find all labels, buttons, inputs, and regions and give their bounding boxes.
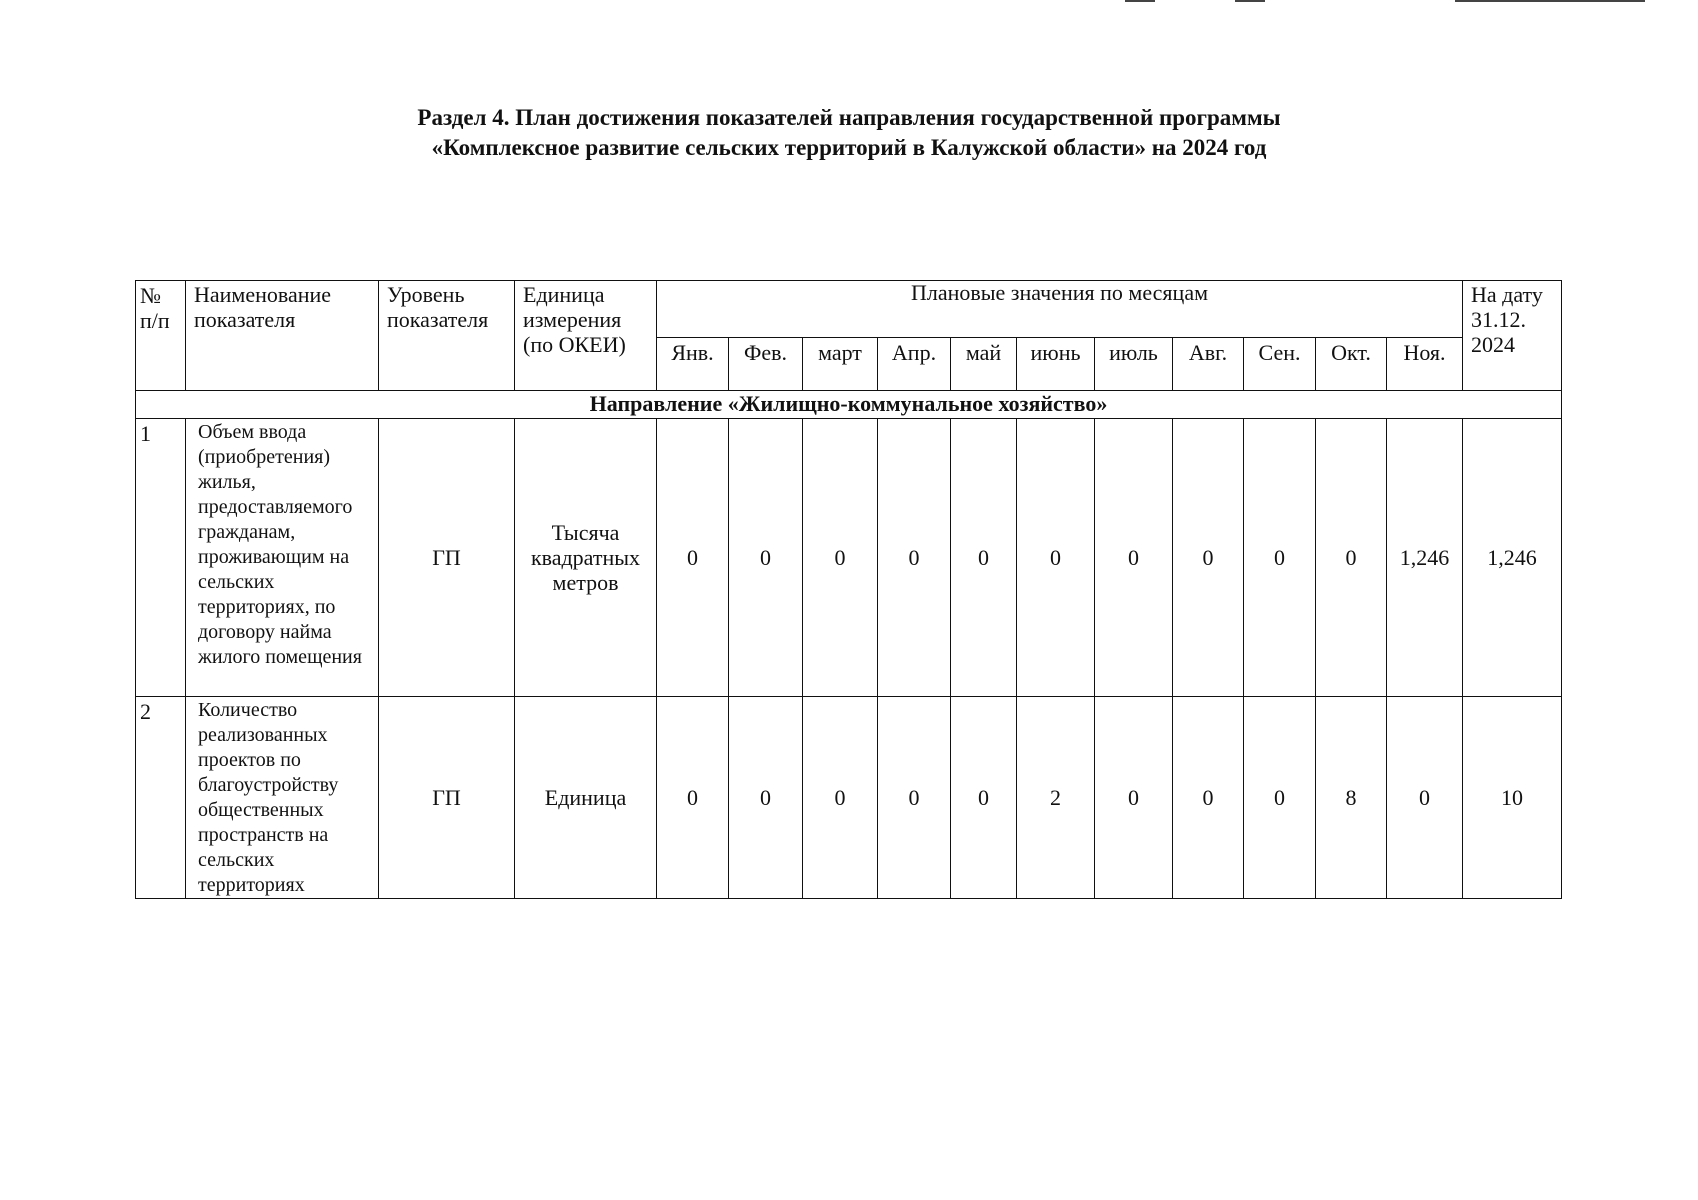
row-number: 1 <box>136 419 186 697</box>
header-month: март <box>803 338 878 391</box>
header-months-group: Плановые значения по месяцам <box>657 281 1463 338</box>
month-value: 0 <box>1095 697 1173 899</box>
month-value: 0 <box>1173 419 1244 697</box>
indicator-plan-table <box>135 280 1562 899</box>
header-month: Фев. <box>729 338 803 391</box>
table-row <box>136 697 1562 899</box>
month-value: 0 <box>729 697 803 899</box>
scan-edge-mark <box>1455 0 1645 2</box>
indicator-unit: Единица <box>515 697 657 899</box>
header-level: Уровень показателя <box>379 281 515 391</box>
month-value: 0 <box>951 697 1017 899</box>
month-value: 0 <box>1173 697 1244 899</box>
indicator-level: ГП <box>379 697 515 899</box>
month-value: 8 <box>1316 697 1387 899</box>
indicator-unit: Тысяча квадратных метров <box>515 419 657 697</box>
month-value: 0 <box>878 697 951 899</box>
indicator-name: Количество реализованных проектов по благоустройству общественных пространств на сельских территориях <box>186 697 379 899</box>
month-value: 0 <box>1095 419 1173 697</box>
header-month: июль <box>1095 338 1173 391</box>
month-value: 0 <box>1387 697 1463 899</box>
end-value: 10 <box>1463 697 1562 899</box>
month-value: 0 <box>1244 419 1316 697</box>
header-unit: Единица измерения (по ОКЕИ) <box>515 281 657 391</box>
row-number: 2 <box>136 697 186 899</box>
header-month: Сен. <box>1244 338 1316 391</box>
title-line-1: Раздел 4. План достижения показателей направления государственной программы <box>417 105 1281 130</box>
table-row <box>136 419 1562 697</box>
month-value: 0 <box>951 419 1017 697</box>
month-value: 0 <box>1316 419 1387 697</box>
end-value: 1,246 <box>1463 419 1562 697</box>
header-month: Окт. <box>1316 338 1387 391</box>
month-value: 1,246 <box>1387 419 1463 697</box>
header-end-date: На дату 31.12. 2024 <box>1463 281 1562 391</box>
month-value: 0 <box>803 697 878 899</box>
header-no: № п/п <box>136 281 186 391</box>
header-month: Ноя. <box>1387 338 1463 391</box>
header-name: Наименование показателя <box>186 281 379 391</box>
month-value: 0 <box>1244 697 1316 899</box>
month-value: 0 <box>803 419 878 697</box>
scan-edge-mark <box>1125 0 1155 2</box>
month-value: 0 <box>729 419 803 697</box>
month-value: 2 <box>1017 697 1095 899</box>
month-value: 0 <box>878 419 951 697</box>
month-value: 0 <box>657 697 729 899</box>
scan-edge-mark <box>1235 0 1265 2</box>
indicator-level: ГП <box>379 419 515 697</box>
month-value: 0 <box>657 419 729 697</box>
section-heading: Направление «Жилищно-коммунальное хозяйство» <box>136 391 1562 419</box>
header-month: май <box>951 338 1017 391</box>
header-month: Авг. <box>1173 338 1244 391</box>
title-line-2: «Комплексное развитие сельских территорий в Калужской области» на 2024 год <box>431 135 1267 160</box>
header-month: июнь <box>1017 338 1095 391</box>
month-value: 0 <box>1017 419 1095 697</box>
header-month: Янв. <box>657 338 729 391</box>
indicator-name: Объем ввода (приобретения) жилья, предоставляемого гражданам, проживающим на сельских территориях, по договору найма жилого помещения <box>186 419 379 697</box>
page-title <box>0 103 1698 163</box>
header-month: Апр. <box>878 338 951 391</box>
